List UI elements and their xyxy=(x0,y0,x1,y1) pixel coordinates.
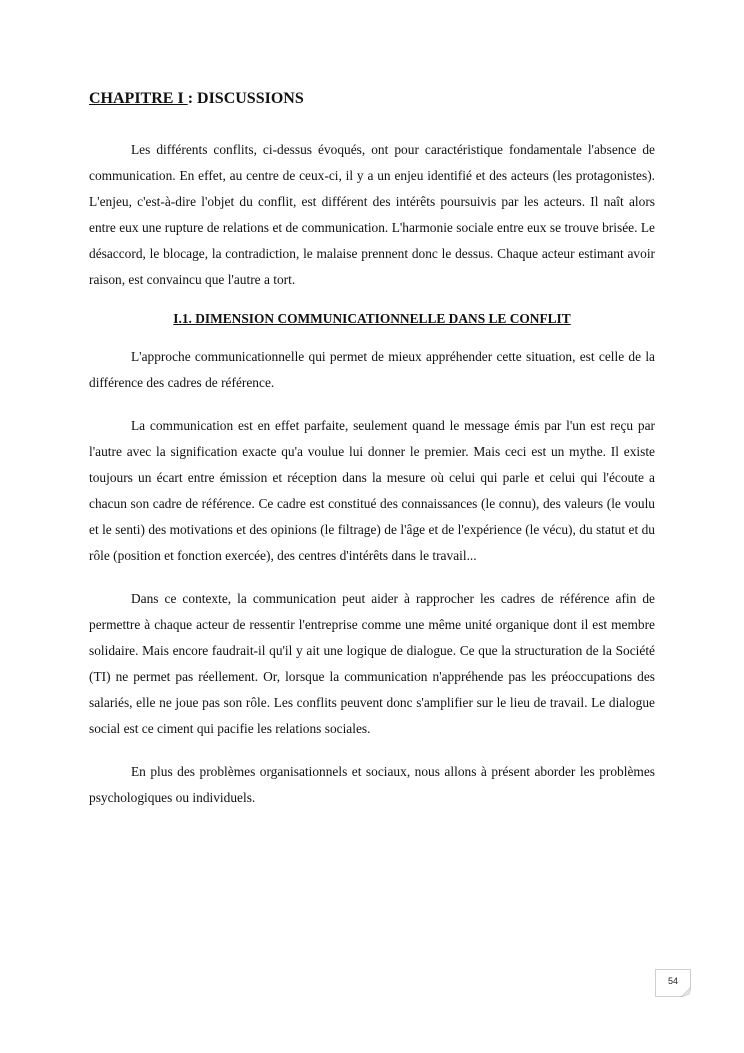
page-number-box xyxy=(655,969,691,997)
section-paragraph-2: La communication est en effet parfaite, seulement quand le message émis par l'un est reçu par l'autre avec la signification exacte qu'a voulue lui donner le premier. Mais ceci est un mythe. Il existe toujours un écart entre émission et réception dans la mesure où celui qui parle et celui qui l'écoute a chacun son cadre de référence. Ce cadre est constitué des connaissances (le connu), des valeurs (le voulu et le senti) des motivations et des opinions (le filtrage) de l'âge et de l'expérience (le vécu), du statut et du rôle (position et fonction exercée), des centres d'intérêts dans le travail... xyxy=(89,418,655,563)
section-paragraph-1: L'approche communicationnelle qui permet de mieux appréhender cette situation, est celle de la différence des cadres de référence. xyxy=(89,349,655,390)
chapter-label: CHAPITRE I xyxy=(89,90,188,107)
section-heading: I.1. DIMENSION COMMUNICATIONNELLE DANS LE CONFLIT xyxy=(173,311,571,326)
page-content xyxy=(89,88,655,811)
chapter-heading xyxy=(89,88,655,110)
intro-paragraph: Les différents conflits, ci-dessus évoqués, ont pour caractéristique fondamentale l'absence de communication. En effet, au centre de ceux-ci, il y a un enjeu identifié et des acteurs (les protagonistes). L'enjeu, c'est-à-dire l'objet du conflit, est différent des intérêts poursuivis par les acteurs. Il naît alors entre eux une rupture de relations et de communication. L'harmonie sociale entre eux se trouve brisée. Le désaccord, le blocage, la contradiction, le malaise prennent donc le dessus. Chaque acteur estimant avoir raison, est convaincu que l'autre a tort. xyxy=(89,142,655,287)
chapter-title: : DISCUSSIONS xyxy=(187,90,304,107)
page-curl-icon xyxy=(681,987,691,997)
section-paragraph-3: Dans ce contexte, la communication peut aider à rapprocher les cadres de référence afin de permettre à chaque acteur de ressentir l'entreprise comme une même unité organique dont il est membre solidaire. Mais encore faudrait-il qu'il y ait une logique de dialogue. Ce que la structuration de la Société (TI) ne permet pas réellement. Or, lorsque la communication n'appréhende pas les préoccupations des salariés, elle ne joue pas son rôle. Les conflits peuvent donc s'amplifier sur le lieu de travail. Le dialogue social est ce ciment qui pacifie les relations sociales. xyxy=(89,591,655,736)
section-paragraph-4: En plus des problèmes organisationnels et sociaux, nous allons à présent aborder les problèmes psychologiques ou individuels. xyxy=(89,764,655,805)
page-number: 54 xyxy=(667,976,678,986)
